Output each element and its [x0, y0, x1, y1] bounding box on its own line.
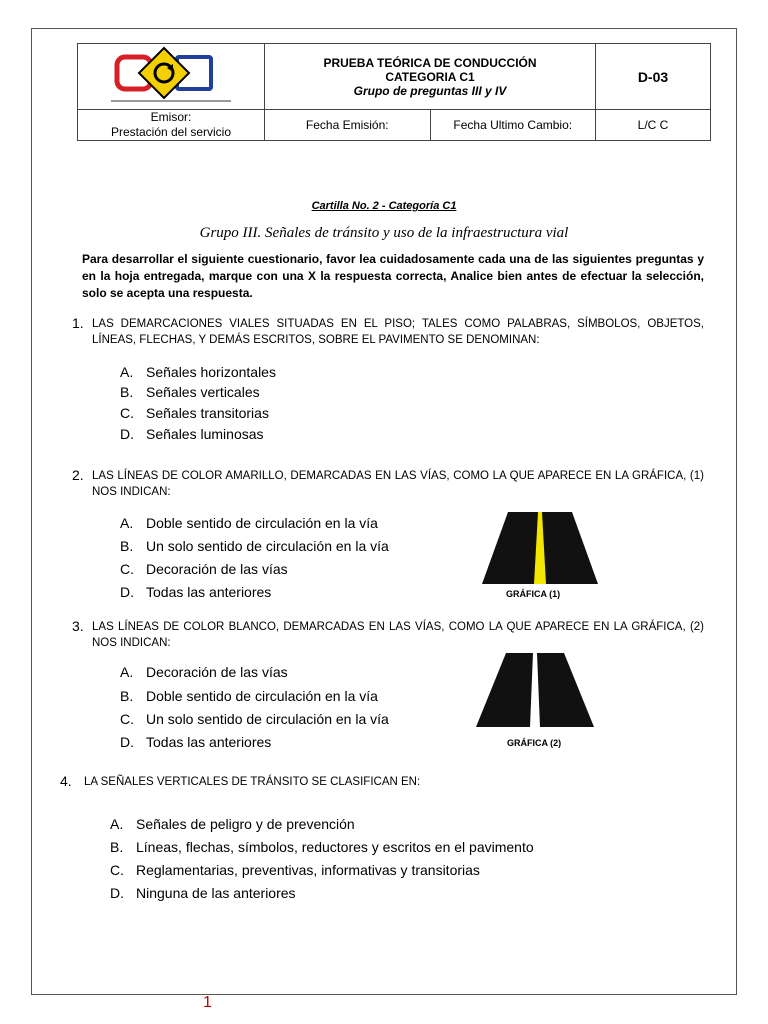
option-item: D. Ninguna de las anteriores [110, 885, 296, 901]
option-item: A. Doble sentido de circulación en la vía [120, 515, 378, 531]
issue-date-cell [265, 110, 431, 141]
lc-cell [596, 110, 711, 141]
option-item: D. Señales luminosas [120, 426, 264, 442]
issue-date-label: Fecha Emisión: [305, 117, 389, 132]
last-change-cell [430, 110, 596, 141]
option-item: C. Un solo sentido de circulación en la vía [120, 711, 389, 727]
option-item: B. Señales verticales [120, 384, 260, 400]
road-yellow-line-icon [482, 512, 598, 584]
lc-value: L/C C [637, 117, 669, 132]
last-change-label: Fecha Ultimo Cambio: [453, 117, 573, 132]
question-number: 2. [72, 467, 84, 483]
option-item: B. Doble sentido de circulación en la vía [120, 688, 378, 704]
option-item: C. Decoración de las vías [120, 561, 288, 577]
document-subtitle: Grupo de preguntas III y IV [353, 83, 507, 98]
question-text: LA SEÑALES VERTICALES DE TRÁNSITO SE CLASIFICAN EN: [84, 776, 421, 788]
figure-caption: GRÁFICA (1) [506, 589, 561, 599]
group-title: Grupo III. Señales de tránsito y uso de la infraestructura vial [199, 225, 569, 241]
option-item: C. Señales transitorias [120, 405, 269, 421]
issuer-label: Emisor: [150, 110, 192, 124]
question-text: LAS LÍNEAS DE COLOR AMARILLO, DEMARCADAS EN LAS VÍAS, COMO LA QUE APARECE EN LA GRÁFICA, (1) NOS INDICAN: [92, 470, 704, 498]
issuer-cell [78, 110, 265, 141]
question-number: 3. [72, 618, 84, 634]
option-item: D. Todas las anteriores [120, 734, 272, 750]
title-cell [265, 44, 596, 110]
document-code: D-03 [637, 68, 669, 85]
question-number: 1. [72, 315, 84, 331]
road-white-line-icon [476, 653, 594, 727]
document-title: PRUEBA TEÓRICA DE CONDUCCIÓN [323, 55, 537, 70]
company-logo [111, 44, 231, 106]
option-item: B. Un solo sentido de circulación en la vía [120, 538, 389, 554]
cartilla-title: Cartilla No. 2 - Categoría C1 [311, 200, 457, 212]
option-item: A. Señales horizontales [120, 364, 276, 380]
code-cell [596, 44, 711, 110]
question-text: LAS DEMARCACIONES VIALES SITUADAS EN EL PISO; TALES COMO PALABRAS, SÍMBOLOS, OBJETOS, LÍNEAS, FLECHAS, Y DEMÁS ESCRITOS, SOBRE EL PAVIMENTO SE DENOMINAN: [92, 318, 704, 346]
issuer-value: Prestación del servicio [110, 125, 232, 139]
instructions: Para desarrollar el siguiente cuestionario, favor lea cuidadosamente cada una de las siguientes preguntas y en la hoja entregada, marque con una X la respuesta correcta, Analice bien antes de efectuar la selección, solo se acepta una respuesta. [82, 252, 704, 300]
header-table [77, 43, 711, 141]
question-text: LAS LÍNEAS DE COLOR BLANCO, DEMARCADAS EN LAS VÍAS, COMO LA QUE APARECE EN LA GRÁFICA, (2) NOS INDICAN: [92, 621, 704, 649]
page-number: 1 [203, 994, 212, 1011]
option-item: C. Reglamentarias, preventivas, informativas y transitorias [110, 862, 480, 878]
option-item: B. Líneas, flechas, símbolos, reductores y escritos en el pavimento [110, 839, 534, 855]
question-number: 4. [60, 773, 72, 789]
option-item: A. Decoración de las vías [120, 664, 288, 680]
option-item: A. Señales de peligro y de prevención [110, 816, 355, 832]
option-item: D. Todas las anteriores [120, 584, 272, 600]
logo-cell [78, 44, 265, 110]
document-category: CATEGORIA C1 [385, 69, 475, 84]
figure-caption: GRÁFICA (2) [507, 738, 562, 748]
